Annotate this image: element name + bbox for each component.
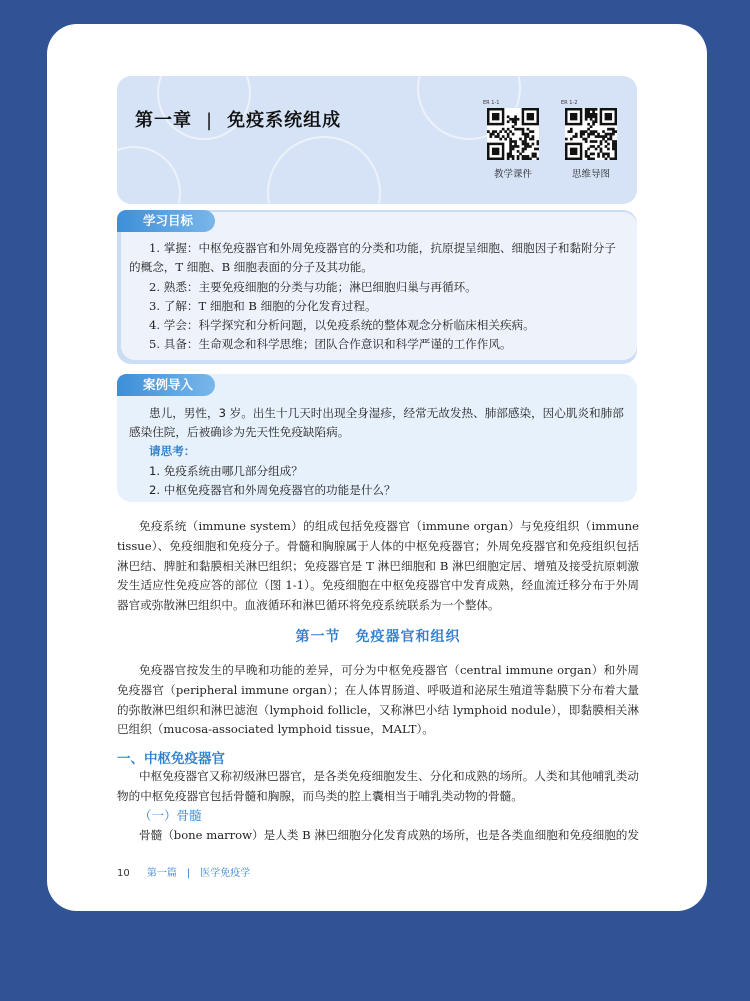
case-intro-box — [117, 374, 637, 502]
objectives-tag: 学习目标 — [117, 210, 215, 232]
qr-code-label: ER 1-1 — [483, 100, 500, 106]
footer-part: 第一篇 — [146, 868, 177, 879]
textbook-page — [47, 24, 707, 911]
objectives-list — [129, 239, 625, 355]
page-footer — [117, 864, 250, 879]
chapter-title — [135, 106, 341, 132]
bone-marrow-paragraph-block — [117, 826, 639, 846]
qr-courseware[interactable] — [483, 100, 543, 180]
page-number: 10 — [117, 868, 130, 879]
qr-caption: 思维导图 — [571, 169, 610, 180]
intro-paragraph-block — [117, 517, 639, 616]
chapter-header — [117, 76, 637, 204]
objective-item: 4. 学会：科学探究和分析问题，以免疫系统的整体观念分析临床相关疾病。 — [149, 318, 535, 333]
think-label: 请思考： — [149, 444, 196, 459]
qr-code-icon[interactable] — [487, 108, 539, 160]
case-question: 2. 中枢免疫器官和外周免疫器官的功能是什么？ — [149, 482, 396, 497]
footer-separator: | — [186, 868, 191, 879]
chapter-name: 免疫系统组成 — [227, 110, 342, 131]
qr-code-icon[interactable] — [565, 108, 617, 160]
intro-paragraph: 免疫系统（immune system）的组成包括免疫器官（immune organ）与免疫组织（immune tissue）、免疫细胞和免疫分子。骨髓和胸腺属于人体的中枢免疫器官；外周免疫器官和免疫组织包括淋巴结、脾脏和黏膜相关淋巴组织；免疫器官是 T 淋巴细胞和 B 淋巴细胞定居、增殖及接受抗原刺激发生适应性免疫应答的部位（图 1-1）。免疫细胞在中枢免疫器官中发育成熟，经血流迁移分布于外周器官或弥散淋巴组织中。血液循环和淋巴循环将免疫系统联系为一个整体。 — [117, 519, 639, 613]
subsection-paragraph-block — [117, 767, 639, 807]
qr-mindmap[interactable] — [561, 100, 621, 180]
footer-book: 医学免疫学 — [200, 868, 251, 879]
objective-item: 3. 了解：T 细胞和 B 细胞的分化发育过程。 — [149, 298, 377, 313]
learning-objectives-box — [117, 210, 637, 364]
subsubsection-title: （一）骨髓 — [139, 808, 202, 823]
subsection-paragraph: 中枢免疫器官又称初级淋巴器官，是各类免疫细胞发生、分化和成熟的场所。人类和其他哺乳类动物的中枢免疫器官包括骨髓和胸腺，而鸟类的腔上囊相当于哺乳类动物的骨髓。 — [117, 769, 639, 803]
objective-item: 5. 具备：生命观念和科学思维；团队合作意识和科学严谨的工作作风。 — [149, 337, 512, 352]
bone-marrow-paragraph: 骨髓（bone marrow）是人类 B 淋巴细胞分化发育成熟的场所，也是各类血细胞和免疫细胞的发 — [139, 828, 639, 842]
section-paragraph-block — [117, 661, 639, 740]
subsection-title: 一、中枢免疫器官 — [117, 751, 225, 767]
section-title: 第一节 免疫器官和组织 — [295, 629, 461, 645]
case-question: 1. 免疫系统由哪几部分组成？ — [149, 463, 303, 478]
chapter-separator: | — [206, 110, 214, 131]
section-paragraph: 免疫器官按发生的早晚和功能的差异，可分为中枢免疫器官（central immune organ）和外周免疫器官（peripheral immune organ）；在人体胃肠道、呼吸道和泌尿生殖道等黏膜下分布着大量的弥散淋巴组织和淋巴滤泡（lymphoid follicle，又称淋巴小结 lymphoid nodule），即黏膜相关淋巴组织（mucosa-associated lymphoid tissue，MALT）。 — [117, 663, 639, 737]
qr-code-label: ER 1-2 — [561, 100, 578, 106]
case-content — [129, 404, 625, 500]
qr-caption: 教学课件 — [493, 169, 532, 180]
chapter-label: 第一章 — [135, 110, 192, 131]
case-text: 患儿，男性，3 岁。出生十几天时出现全身湿疹，经常无故发热、肺部感染，因心肌炎和肺部感染住院，后被确诊为先天性免疫缺陷病。 — [129, 406, 624, 440]
objective-item: 2. 熟悉：主要免疫细胞的分类与功能；淋巴细胞归巢与再循环。 — [149, 279, 477, 294]
objective-item: 1. 掌握：中枢免疫器官和外周免疫器官的分类和功能，抗原提呈细胞、细胞因子和黏附分子的概念，T 细胞、B 细胞表面的分子及其功能。 — [129, 241, 616, 275]
case-tag: 案例导入 — [117, 374, 215, 396]
